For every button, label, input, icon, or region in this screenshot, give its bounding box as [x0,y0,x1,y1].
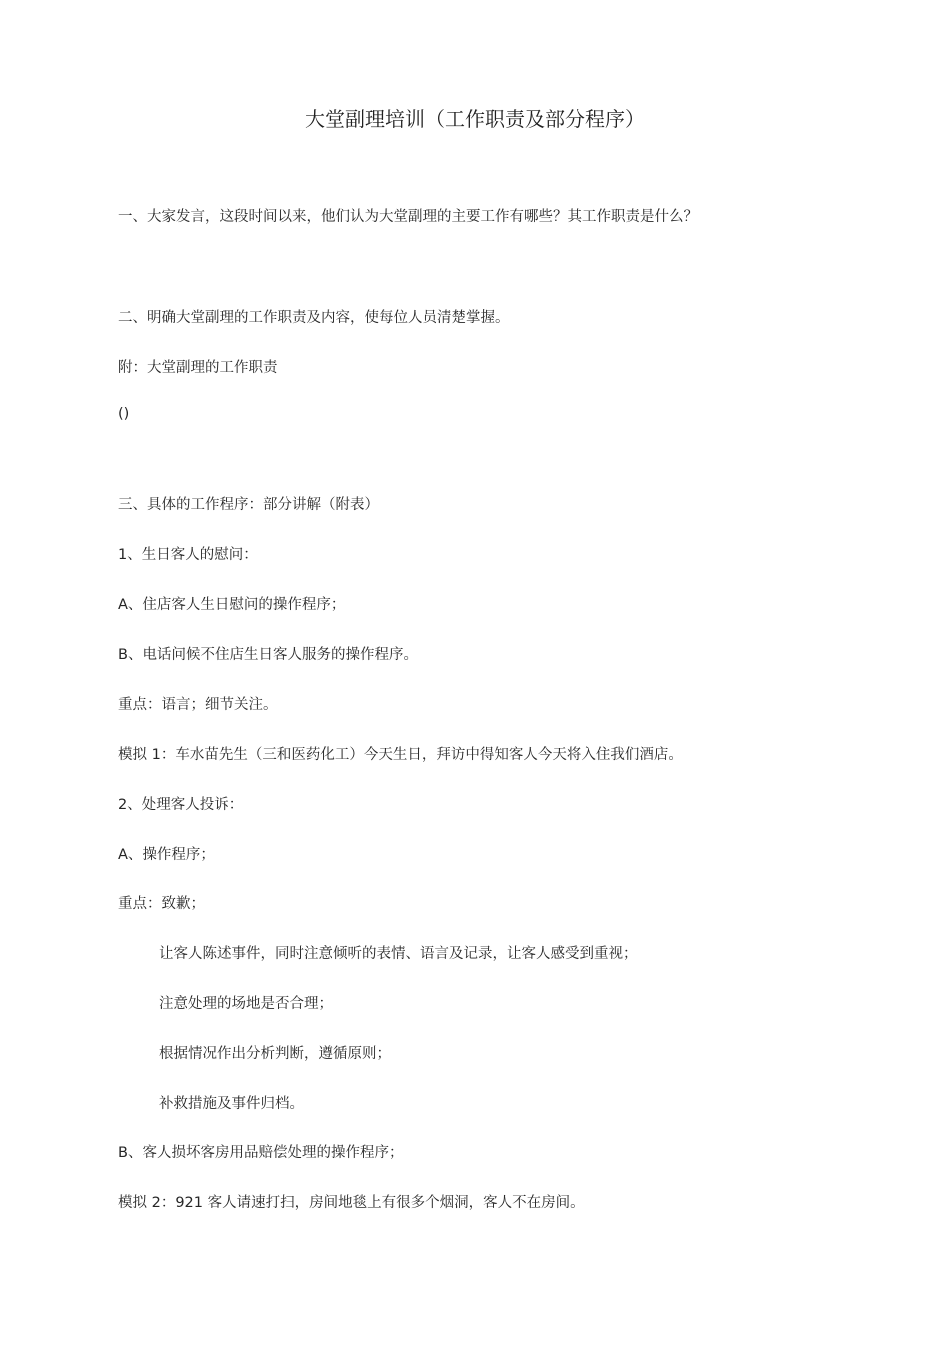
simulation-two: 模拟 2：921 客人请速打扫，房间地毯上有很多个烟洞，客人不在房间。 [118,1195,585,1211]
item-birthday-heading: 1、生日客人的慰问： [118,547,258,563]
parentheses-line: () [118,406,130,422]
appendix-line: 附：大堂副理的工作职责 [118,360,278,376]
complaint-point-2: 注意处理的场地是否合理； [159,996,333,1012]
birthday-key-points: 重点：语言；细节关注。 [118,697,278,713]
item-birthday-a: A、住店客人生日慰问的操作程序； [118,597,346,613]
complaint-point-4: 补救措施及事件归档。 [159,1096,304,1112]
item-complaint-heading: 2、处理客人投诉： [118,797,244,813]
complaint-point-3: 根据情况作出分析判断，遵循原则； [159,1046,391,1062]
section-three-heading: 三、具体的工作程序：部分讲解（附表） [118,497,379,513]
document-title: 大堂副理培训（工作职责及部分程序） [305,107,645,131]
item-birthday-b: B、电话问候不住店生日客人服务的操作程序。 [118,647,418,663]
item-complaint-a: A、操作程序； [118,847,215,863]
item-complaint-b: B、客人损坏客房用品赔偿处理的操作程序； [118,1145,404,1161]
simulation-one: 模拟 1：车水苗先生（三和医药化工）今天生日，拜访中得知客人今天将入住我们酒店。 [118,747,683,763]
complaint-key-points: 重点：致歉； [118,896,205,912]
complaint-point-1: 让客人陈述事件，同时注意倾听的表情、语言及记录，让客人感受到重视； [159,946,638,962]
section-two-heading: 二、明确大堂副理的工作职责及内容，使每位人员清楚掌握。 [118,310,510,326]
section-one-heading: 一、大家发言，这段时间以来，他们认为大堂副理的主要工作有哪些？其工作职责是什么？ [118,209,698,225]
